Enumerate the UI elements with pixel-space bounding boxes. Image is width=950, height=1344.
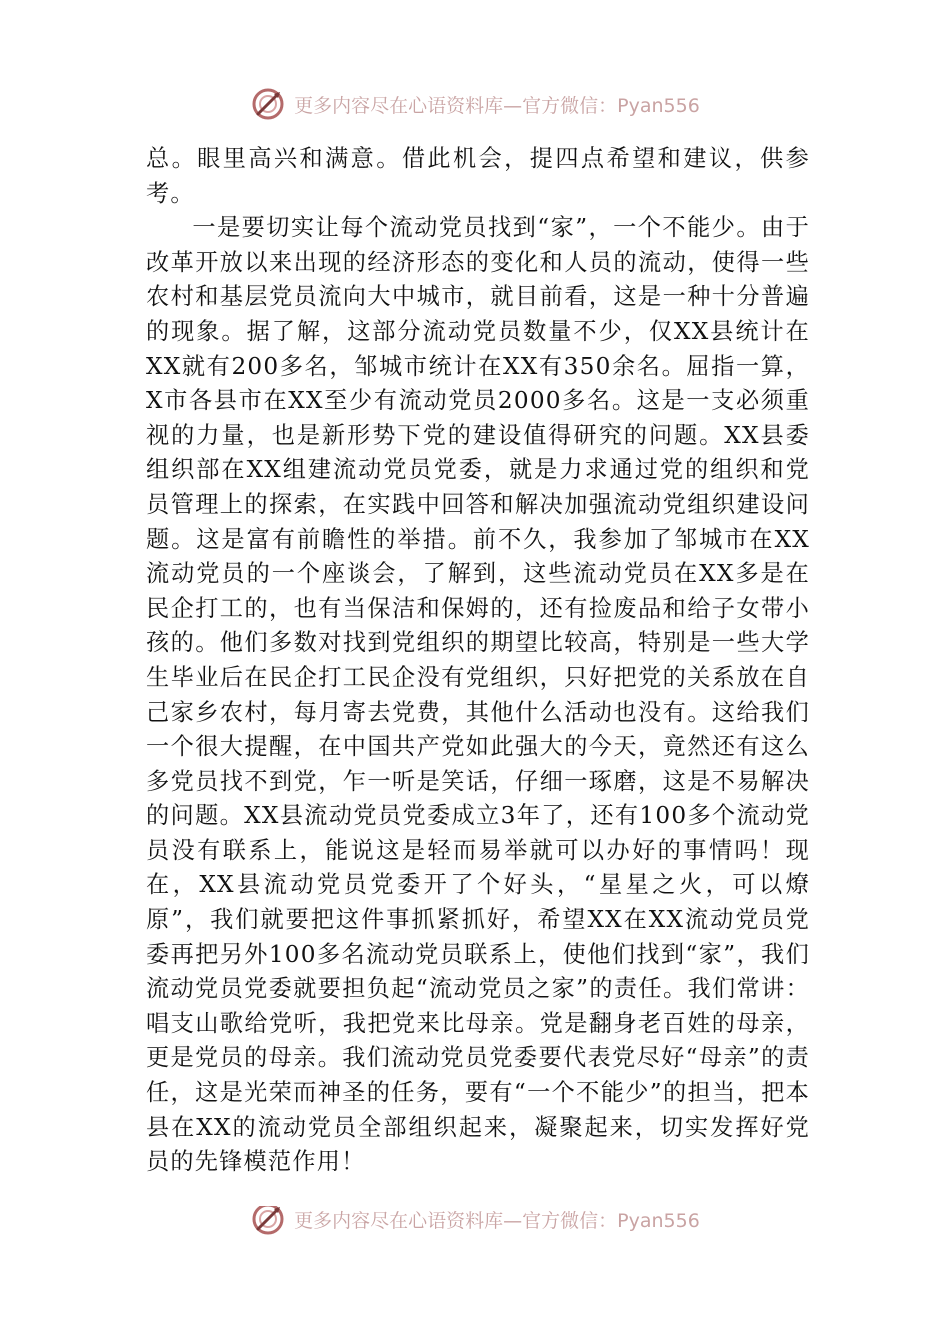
logo-icon <box>250 86 286 122</box>
watermark-text: 更多内容尽在心语资料库—官方微信：Pyan556 <box>294 1209 700 1232</box>
footer-watermark <box>0 1206 950 1240</box>
paragraph-first-suggestion: 一是要切实让每个流动党员找到“家”，一个不能少。由于改革开放以来出现的经济形态的变化和人员的流动，使得一些农村和基层党员流向大中城市，就目前看，这是一种十分普遍的现象。据了解，这部分流动党员数量不少，仅XX县统计在XX就有200多名，邹城市统计在XX有350余名。屈指一算，X市各县市在XX至少有流动党员2000多名。这是一支必须重视的力量，也是新形势下党的建设值得研究的问题。XX县委组织部在XX组建流动党员党委，就是力求通过党的组织和党员管理上的探索，在实践中回答和解决加强流动党组织建设问题。这是富有前瞻性的举措。前不久，我参加了邹城市在XX流动党员的一个座谈会，了解到，这些流动党员在XX多是在民企打工的，也有当保洁和保姆的，还有捡废品和给子女带小孩的。他们多数对找到党组织的期望比较高，特别是一些大学生毕业后在民企打工民企没有党组织，只好把党的关系放在自己家乡农村，每月寄去党费，其他什么活动也没有。这给我们一个很大提醒，在中国共产党如此强大的今天，竟然还有这么多党员找不到党，乍一听是笑话，仔细一琢磨，这是不易解决的问题。XX县流动党员党委成立3年了，还有100多个流动党员没有联系上，能说这是轻而易举就可以办好的事情吗！现在，XX县流动党员党委开了个好头，“星星之火，可以燎原”，我们就要把这件事抓紧抓好，希望XX在XX流动党员党委再把另外100多名流动党员联系上，使他们找到“家”，我们流动党员党委就要担负起“流动党员之家”的责任。我们常讲：唱支山歌给党听，我把党来比母亲。党是翻身老百姓的母亲，更是党员的母亲。我们流动党员党委要代表党尽好“母亲”的责任，这是光荣而神圣的任务，要有“一个不能少”的担当，把本县在XX的流动党员全部组织起来，凝聚起来，切实发挥好党员的先锋模范作用！ <box>146 214 810 1176</box>
header-watermark <box>0 84 950 124</box>
watermark-text: 更多内容尽在心语资料库—官方微信：Pyan556 <box>294 94 700 117</box>
logo-icon <box>250 1206 286 1237</box>
document-body <box>146 142 810 1180</box>
paragraph-continuation: 总。眼里高兴和满意。借此机会，提四点希望和建议，供参考。 <box>146 145 810 207</box>
